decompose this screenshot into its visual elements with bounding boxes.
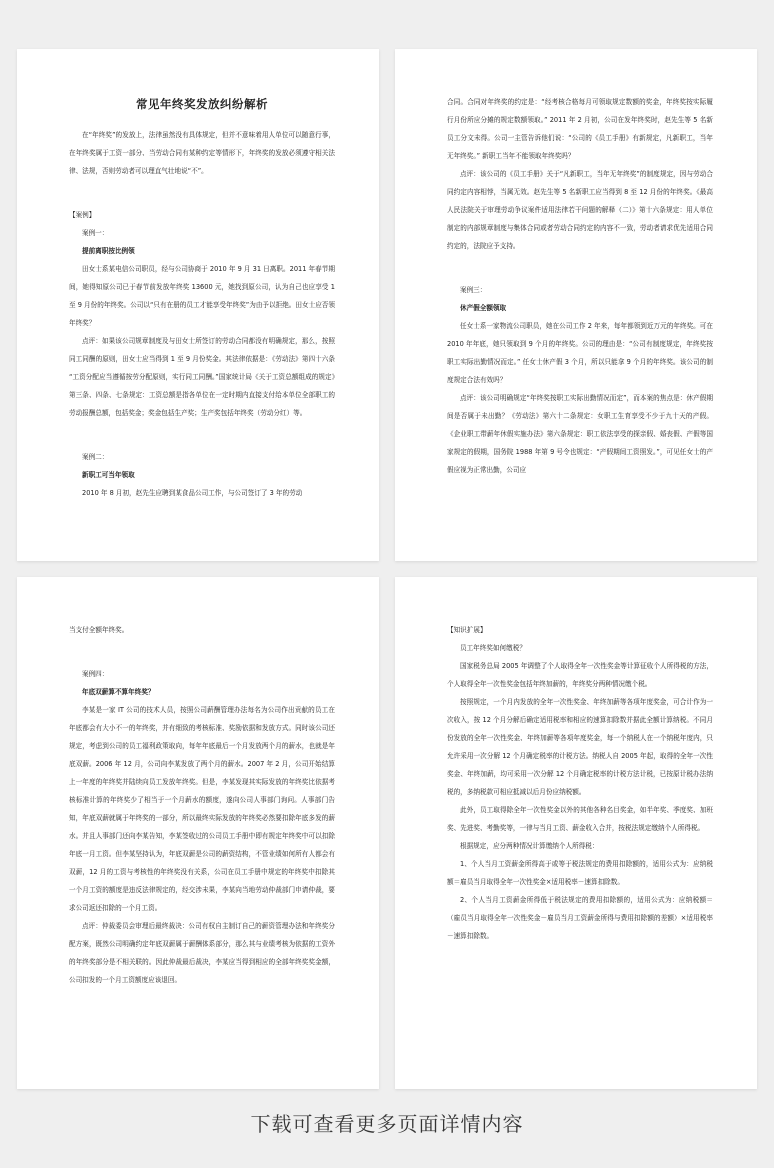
case-section-header: 【案例】 — [69, 211, 96, 219]
knowledge-header: 【知识扩展】 — [447, 626, 487, 634]
case3-continued: 当支付全额年终奖。 — [69, 626, 129, 634]
document-title: 常见年终奖发放纠纷解析 — [136, 97, 268, 111]
download-more-link[interactable]: 下载可查看更多页面详情内容 — [250, 1112, 524, 1136]
case3-label: 案例三： — [460, 286, 487, 294]
case4-title: 年底双薪算不算年终奖？ — [82, 688, 155, 696]
page-4-content — [447, 621, 713, 945]
intro-paragraph: 在“年终奖”的发放上，法律虽然没有具体规定，但并不意味着用人单位可以随意行事，在年终奖属于工资一部分、当劳动合同有某种约定等情形下，年终奖的发放必须遵守相关法律、法规，否则劳动者可以理直气壮地说“不”。 — [69, 131, 335, 175]
page-3-content — [69, 621, 335, 989]
document-page-4 — [395, 577, 757, 1089]
case2-label: 案例二： — [82, 453, 109, 461]
case4-paragraph: 李某是一家 IT 公司的技术人员，按照公司薪酬管理办法每名为公司作出贡献的员工在年底都会有大小不一的年终奖，并有细致的考核标准、奖励依据和发放方式。同时该公司还规定，考虑到公司的员工福利政策取向，每年年底最后一个月发放两个月的薪水，也就是年底双薪。2006 年 12 月，公司向李某发放了两个月的薪水。2007 年 2 月，公司开始结算上一年度的年终奖并陆续向员工发放年终奖。但是，李某发现其实际发放的年终奖比依据考核标准计算的年终奖少了相当于一个月薪水的额度，遂向公司人事部门询问。人事部门告知，年底双薪就属于年终奖的一部分，所以最终实际发放的年终奖必然要扣除年底多发的薪水。并且人事部门还向李某告知，李某签收过的公司员工手册中即有规定年终奖中可以扣除年底一月工资。但李某坚持认为，年底双薪是公司的薪资结构，不管业绩如何所有人都会有双薪，12 月的工资与考核性的年终奖没有关系，公司在员工手册中规定的年终奖中扣除其一个月工资的额度是违反法律规定的，经交涉未果，李某向当地劳动仲裁部门申请仲裁，要求公司返还扣除的一个月工资。 — [69, 706, 335, 912]
knowledge-question: 员工年终奖如何缴税？ — [460, 644, 526, 652]
knowledge-paragraph-1: 国家税务总局 2005 年调整了个人取得全年一次性奖金等计算征收个人所得税的方法，个人取得全年一次性奖金包括年终加薪的，年终奖分两种情况缴个税。 — [447, 662, 713, 688]
case2-paragraph: 2010 年 8 月初，赵先生应聘到某食品公司工作，与公司签订了 3 年的劳动 — [82, 489, 303, 497]
knowledge-paragraph-3: 此外，员工取得除全年一次性奖金以外的其他各种名目奖金，如半年奖、季度奖、加班奖、先进奖、考勤奖等，一律与当月工资、薪金收入合并，按税法规定缴纳个人所得税。 — [447, 806, 713, 832]
knowledge-formula-1: 1、个人当月工资薪金所得高于或等于税法规定的费用扣除额的，适用公式为：应纳税额＝雇员当月取得全年一次性奖金×适用税率－速算扣除数。 — [447, 860, 713, 886]
document-page-1 — [17, 49, 379, 561]
page-2-content — [447, 93, 713, 479]
case1-label: 案例一： — [82, 229, 109, 237]
case3-title: 休产假全额领取 — [460, 304, 507, 312]
case4-label: 案例四： — [82, 670, 109, 678]
knowledge-paragraph-4: 根据规定，应分两种情况计算缴纳个人所得税： — [460, 842, 599, 850]
page-1-content — [69, 49, 335, 502]
case1-comment: 点评：如果该公司规章制度及与田女士所签订的劳动合同都没有明确规定，那么，按照同工同酬的原则，田女士应当得到 1 至 9 月份奖金。其法律依据是：《劳动法》第四十六条 “工资分配应当遵循按劳分配原则，实行同工同酬。”国家统计局《关于工资总额组成的规定》第三条、四条、七条规定：工资总额是指各单位在一定时期内直接支付给本单位全部职工的劳动报酬总额，包括奖金；奖金包括生产奖；生产奖包括年终奖（劳动分红）等。 — [69, 337, 335, 417]
case3-comment: 点评：该公司明确规定“年终奖按职工实际出勤情况而定”，而本案的焦点是：休产假期间是否属于未出勤？《劳动法》第六十二条规定：女职工生育享受不少于九十天的产假。《企业职工带薪年休假实施办法》第六条规定：职工依法享受的探亲假、婚丧假、产假等国家规定的假期，国务院 1988 年第 9 号令也规定：“产假期间工资照发。”，可见任女士的产假应视为正常出勤，公司应 — [447, 394, 713, 474]
case3-paragraph: 任女士系一家物流公司职员，她在公司工作 2 年来，每年都领到近万元的年终奖。可在 2010 年年底，她只领取到 9 个月的年终奖。公司的理由是：“公司有制度规定，年终奖按职工实际出勤情况而定。” 任女士休产假 3 个月，所以只能拿 9 个月的年终奖。该公司的制度规定合法有效吗？ — [447, 322, 713, 384]
case1-paragraph: 田女士系某电信公司职员，经与公司协商于 2010 年 9 月 31 日离职。2011 年春节期间，她得知原公司已于春节前发放年终奖 13600 元，她找到原公司，认为自己也应享受 1 至 9 月份的年终奖。公司以“只有在册的员工才能享受年终奖”为由予以拒绝。田女士应否领年终奖？ — [69, 265, 335, 327]
case1-title: 提前离职按比例领 — [82, 247, 135, 255]
case2-title: 新职工可当年领取 — [82, 471, 135, 479]
case2-comment: 点评：该公司的《员工手册》关于“凡新职工，当年无年终奖”的制度规定，因与劳动合同约定内容相悖，当属无效。赵先生等 5 名新职工应当得到 8 至 12 月份的年终奖。《最高人民法院关于审理劳动争议案件适用法律若干问题的解释（二）》第十六条规定：用人单位制定的内部规章制度与集体合同或者劳动合同约定的内容不一致，劳动者请求优先适用合同约定的，法院应予支持。 — [447, 170, 713, 250]
knowledge-formula-2: 2、个人当月工资薪金所得低于税法规定的费用扣除额的，适用公式为：应纳税额＝（雇员当月取得全年一次性奖金－雇员当月工资薪金所得与费用扣除额的差额）×适用税率－速算扣除数。 — [447, 896, 713, 940]
document-page-3 — [17, 577, 379, 1089]
case2-continued: 合同。合同对年终奖的约定是：“经考核合格每月可领取规定数额的奖金，年终奖按实际履行月份所应分摊的规定数额领取。” 2011 年 2 月初，公司在发年终奖时，赵先生等 5 名新员工分文未得。公司一主管告诉他们说：“公司的《员工手册》有新规定，凡新职工，当年无年终奖。” 新职工当年不能领取年终奖吗？ — [447, 98, 713, 160]
case4-comment: 点评：仲裁委员会审理后最终裁决：公司有权自主制订自己的薪资管理办法和年终奖分配方案，既然公司明确约定年底双薪属于薪酬体系部分，那么其与业绩考核为依据的工资外的年终奖部分是不相关联的。因此仲裁最后裁决，李某应当得到相应的全部年终奖奖金额，公司扣发的一个月工资额度应该退回。 — [69, 922, 335, 984]
document-page-2 — [395, 49, 757, 561]
knowledge-paragraph-2: 按照规定，一个月内发放的全年一次性奖金、年终加薪等各项年度奖金，可合计作为一次收入，按 12 个月分解后确定适用税率和相应的速算扣除数并据此全额计算纳税。不同月份发放的全年一次性奖金、年终加薪等各项年度奖金，每一个纳税人在一个纳税年度内，只允许采用一次分解 12 个月确定税率的计税方法。纳税人自 2005 年起，取得的全年一次性奖金、年终加薪，均可采用一次分解 12 个月确定税率的计税方法计税，已按原计税办法纳税的，多纳税款可相应抵减以后月份应纳税额。 — [447, 698, 713, 796]
